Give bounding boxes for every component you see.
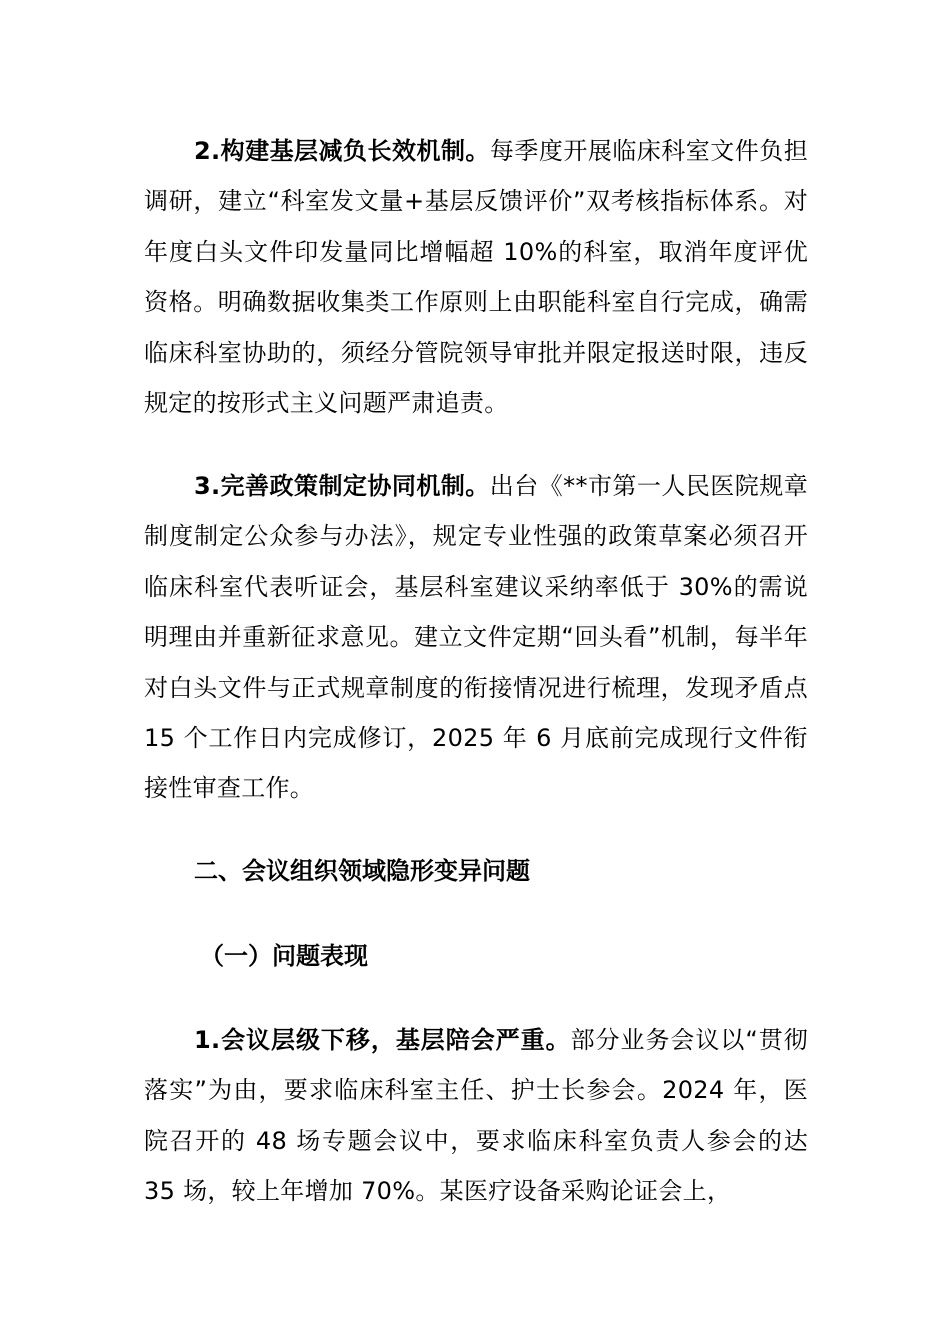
paragraph-item-1	[144, 1015, 808, 1217]
paragraph-item-2	[144, 126, 808, 428]
item-3-title: 3.完善政策制定协同机制。	[194, 472, 490, 500]
item-1-body: 部分业务会议以“贯彻落实”为由，要求临床科室主任、护士长参会。2024 年，医院召开的 48 场专题会议中，要求临床科室负责人参会的达 35 场，较上年增加 70%。某医疗设备采购论证会上，	[144, 1026, 808, 1206]
item-3-body: 出台《**市第一人民医院规章制度制定公众参与办法》，规定专业性强的政策草案必须召开临床科室代表听证会，基层科室建议采纳率低于 30%的需说明理由并重新征求意见。建立文件定期“回头看”机制，每半年对白头文件与正式规章制度的衔接情况进行梳理，发现矛盾点 15 个工作日内完成修订，2025 年 6 月底前完成现行文件衔接性审查工作。	[144, 472, 809, 803]
section-heading: 二、会议组织领域隐形变异问题	[194, 857, 530, 885]
item-2-title: 2.构建基层减负长效机制。	[194, 137, 490, 165]
item-2-body: 每季度开展临床科室文件负担调研，建立“科室发文量+基层反馈评价”双考核指标体系。对年度白头文件印发量同比增幅超 10%的科室，取消年度评优资格。明确数据收集类工作原则上由职能科室自行完成，确需临床科室协助的，须经分管院领导审批并限定报送时限，违反规定的按形式主义问题严肃追责。	[144, 137, 808, 418]
paragraph-item-3	[144, 461, 808, 814]
subsection-heading: （一）问题表现	[200, 942, 368, 970]
item-1-title: 1.会议层级下移，基层陪会严重。	[194, 1026, 571, 1054]
